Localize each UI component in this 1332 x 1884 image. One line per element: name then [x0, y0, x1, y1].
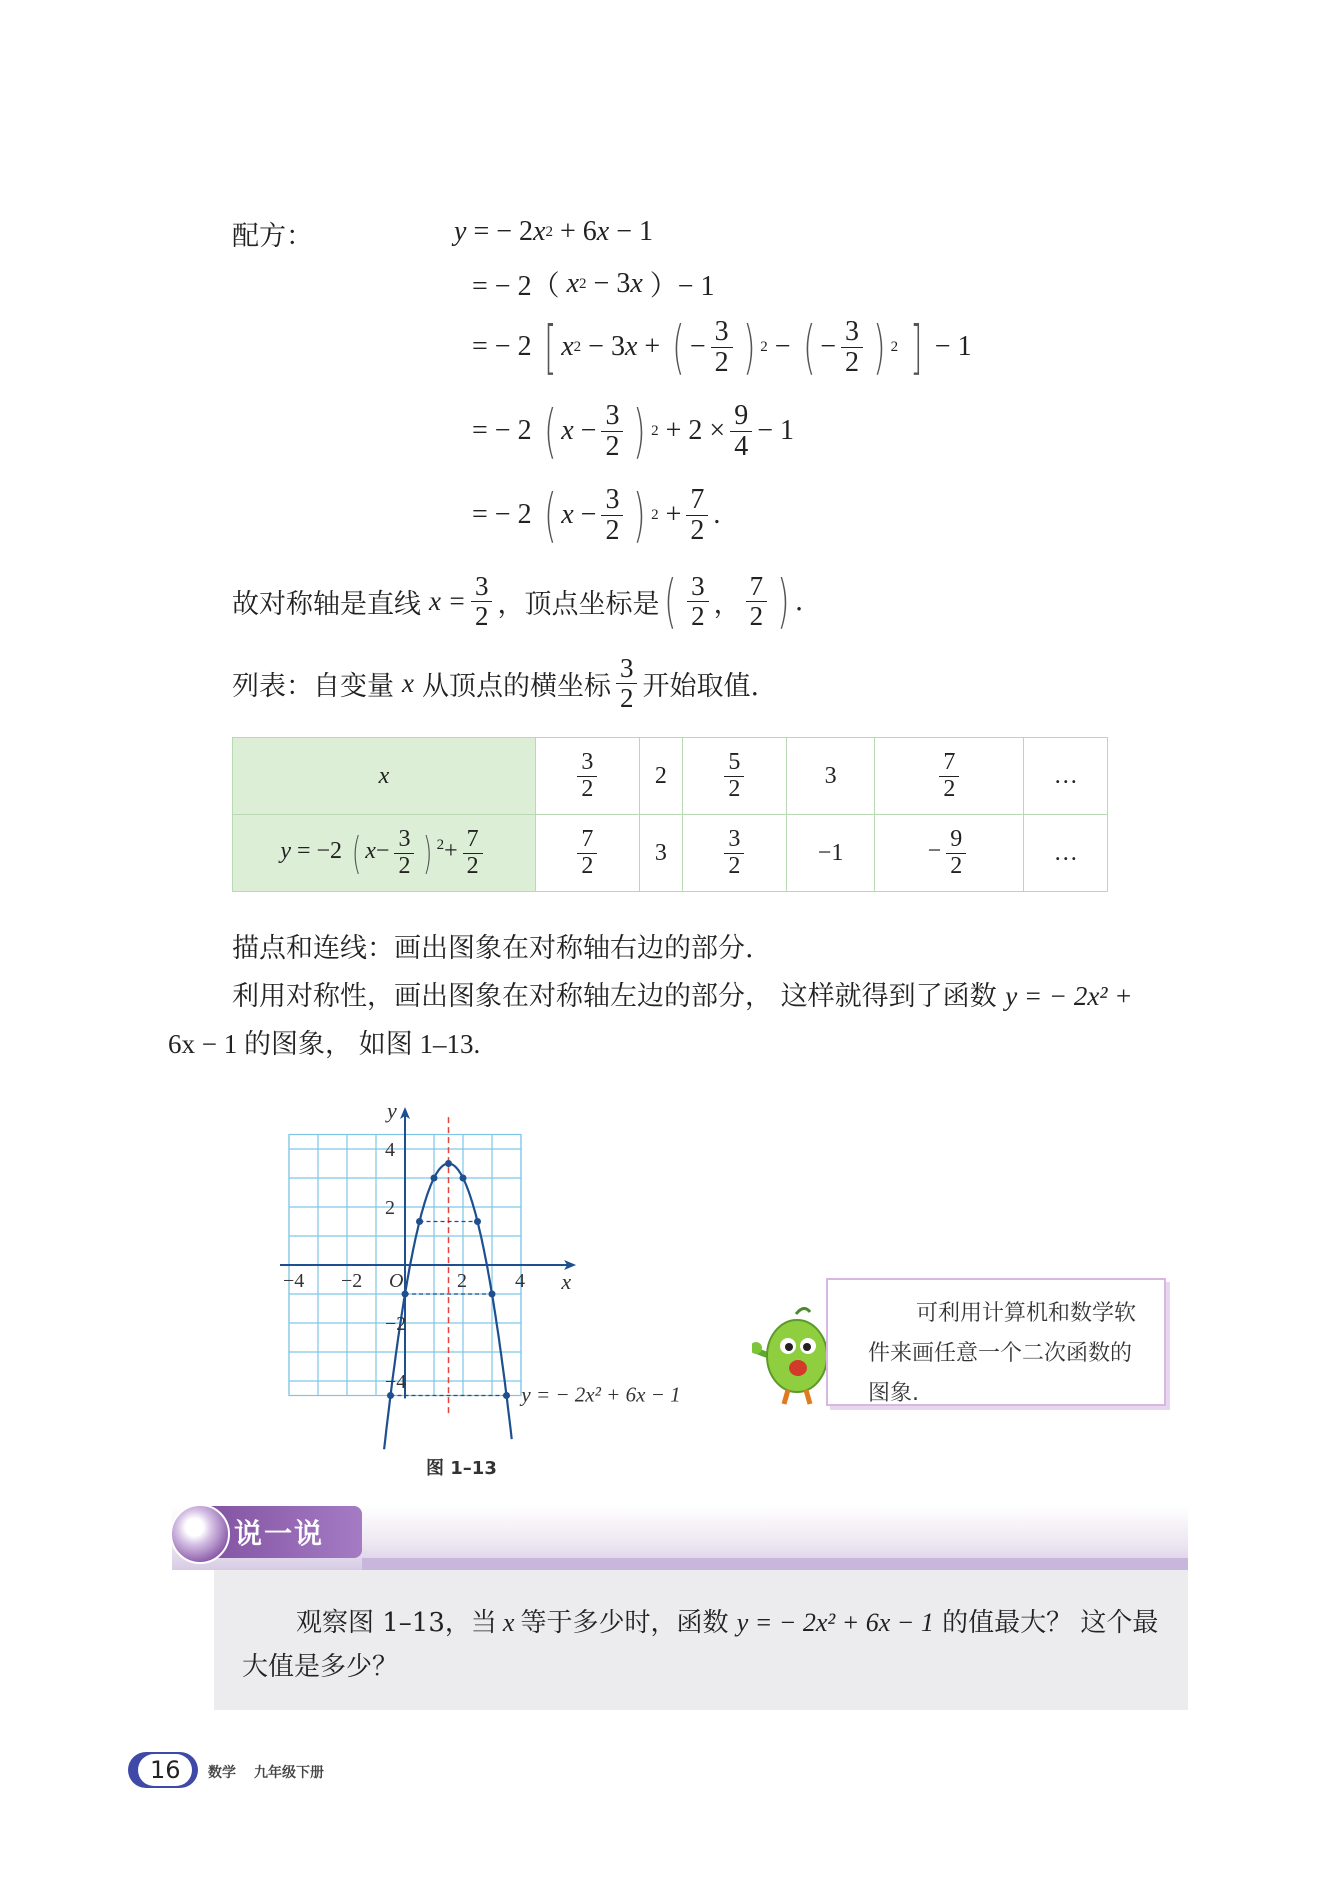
x-tick-label: 2: [457, 1270, 467, 1292]
table-cell: $\frac{3}{2}$: [536, 738, 640, 815]
page-number: 16: [150, 1756, 181, 1784]
frac-num: 3: [687, 572, 709, 601]
derivation-line-3: = − 2 [ x 2 − 3 x + ( − $\frac{3}{2}$ ) 2 − ( − $\frac{3}{2}$ ) 2 ] − 1: [472, 313, 972, 381]
frac-num: 3: [616, 654, 638, 683]
function-label: y = − 2x² + 6x − 1: [521, 1382, 681, 1407]
x-tick-label: −4: [283, 1270, 305, 1292]
frac-den: 2: [619, 682, 634, 713]
x-tick-label: 4: [515, 1270, 525, 1292]
frac-num: 9: [730, 401, 752, 431]
figure-caption: 图 1–13: [426, 1458, 497, 1479]
data-point: [416, 1218, 423, 1225]
list-text-1: 列表：自变量: [232, 670, 394, 702]
frac-num: 7: [746, 572, 768, 601]
footer-book: 数学: [208, 1765, 236, 1781]
table-cell: 3: [786, 738, 875, 815]
data-point: [460, 1175, 467, 1182]
paragraph-2b: 6x − 1 的图象， 如图 1–13.: [168, 1029, 481, 1059]
y-tick-label: 2: [385, 1197, 395, 1219]
axis-text-2: ，顶点坐标是: [497, 588, 660, 620]
y-axis-label: y: [387, 1098, 397, 1124]
frac-den: 2: [691, 600, 705, 631]
table-cell: …: [1024, 815, 1108, 892]
table-cell: −1: [786, 815, 875, 892]
frac-num: 7: [686, 485, 708, 515]
axis-text-1: 故对称轴是直线: [232, 588, 421, 620]
x-tick-label: O: [389, 1270, 404, 1292]
frac-den: 4: [734, 430, 749, 462]
axis-var: x =: [429, 585, 466, 616]
table-cell: $\frac{7}{2}$: [536, 815, 640, 892]
footer-grade: 九年级下册: [254, 1765, 324, 1781]
speak-question-line-2: 大值是多少？: [242, 1652, 399, 1682]
list-sentence: [232, 648, 759, 718]
table-cell: 3: [639, 815, 682, 892]
speak-bubble-icon: [170, 1504, 230, 1564]
frac-den: 2: [605, 430, 620, 462]
data-point: [489, 1291, 496, 1298]
list-var: x: [402, 667, 414, 698]
frac-num: 3: [711, 317, 733, 347]
paragraph-2a: 利用对称性，画出图象在对称轴左边的部分， 这样就得到了函数 y = − 2x² +: [232, 981, 1133, 1012]
frac-den: 2: [690, 514, 705, 546]
frac-num: 3: [471, 572, 493, 601]
axis-sentence: 故对称轴是直线 x = $\frac{3}{2}$ ，顶点坐标是 ( $\frac{3}{2}$ ， $\frac{7}{2}$ ) .: [232, 567, 804, 635]
frac-den: 2: [714, 346, 729, 378]
data-point: [503, 1392, 510, 1399]
frac-den: 2: [749, 600, 764, 631]
table-header-y: y = −2 ( x− $\frac{3}{2}$ ) $^2$+ $\frac{7}{2}$: [233, 815, 536, 892]
x-tick-label: −2: [341, 1270, 363, 1292]
speak-strip: [362, 1558, 1188, 1570]
speak-title: 说一说: [234, 1517, 325, 1550]
list-text-3: 开始取值.: [642, 670, 760, 702]
table-cell: $\frac{7}{2}$: [875, 738, 1024, 815]
tip-box: [826, 1278, 1166, 1406]
data-point: [431, 1175, 438, 1182]
table-cell: …: [1024, 738, 1108, 815]
y-tick-label: −4: [385, 1371, 407, 1393]
table-row: [233, 738, 1108, 815]
paragraph-1: 描点和连线：画出图象在对称轴右边的部分.: [232, 933, 754, 964]
table-cell: $\frac{3}{2}$: [683, 815, 787, 892]
frac-num: 3: [601, 401, 623, 431]
table-row: [233, 815, 1108, 892]
table-header-x: x: [233, 738, 536, 815]
frac-den: 2: [845, 346, 860, 378]
tip-line-3: 图象.: [868, 1381, 919, 1406]
derivation-line-1: y = − 2 x 2 + 6 x − 1: [454, 216, 653, 247]
data-point: [445, 1160, 452, 1167]
speak-box: [214, 1570, 1188, 1710]
frac-num: 3: [841, 317, 863, 347]
frac-num: 3: [601, 485, 623, 515]
derivation-line-2: = − 2（ x 2 − 3 x ）− 1: [472, 268, 715, 302]
table-cell: − $\frac{9}{2}$: [875, 815, 1024, 892]
list-text-2: 从顶点的横坐标: [421, 670, 611, 702]
frac-den: 2: [605, 514, 620, 546]
data-point: [387, 1392, 394, 1399]
x-axis-label: x: [561, 1269, 572, 1294]
table-cell: 2: [639, 738, 682, 815]
y-tick-label: −2: [385, 1313, 407, 1335]
parabola-chart: [280, 1090, 720, 1450]
derivation-line-4: = − 2 ( x − $\frac{3}{2}$ ) 2 + 2 × $\frac{9}{4}$ − 1: [472, 397, 794, 465]
frac-den: 2: [474, 600, 489, 631]
tip-line-1: 可利用计算机和数学软: [916, 1301, 1137, 1326]
axis-end: .: [794, 585, 804, 617]
derivation-line-5: = − 2 ( x − $\frac{3}{2}$ ) 2 + $\frac{7}{2}$ .: [472, 481, 721, 549]
paragraph-2-func: y = − 2x² +: [1005, 981, 1133, 1011]
derivation-label: 配方：: [232, 221, 313, 252]
value-table: [232, 737, 1108, 892]
speak-question-line-1: 观察图 1–13，当 x 等于多少时，函数 y = − 2x² + 6x − 1 的值最大？ 这个最: [296, 1608, 1159, 1638]
data-point: [474, 1218, 481, 1225]
tip-line-2: 件来画任意一个二次函数的: [868, 1341, 1133, 1366]
table-cell: $\frac{5}{2}$: [683, 738, 787, 815]
y-tick-label: 4: [385, 1139, 395, 1161]
